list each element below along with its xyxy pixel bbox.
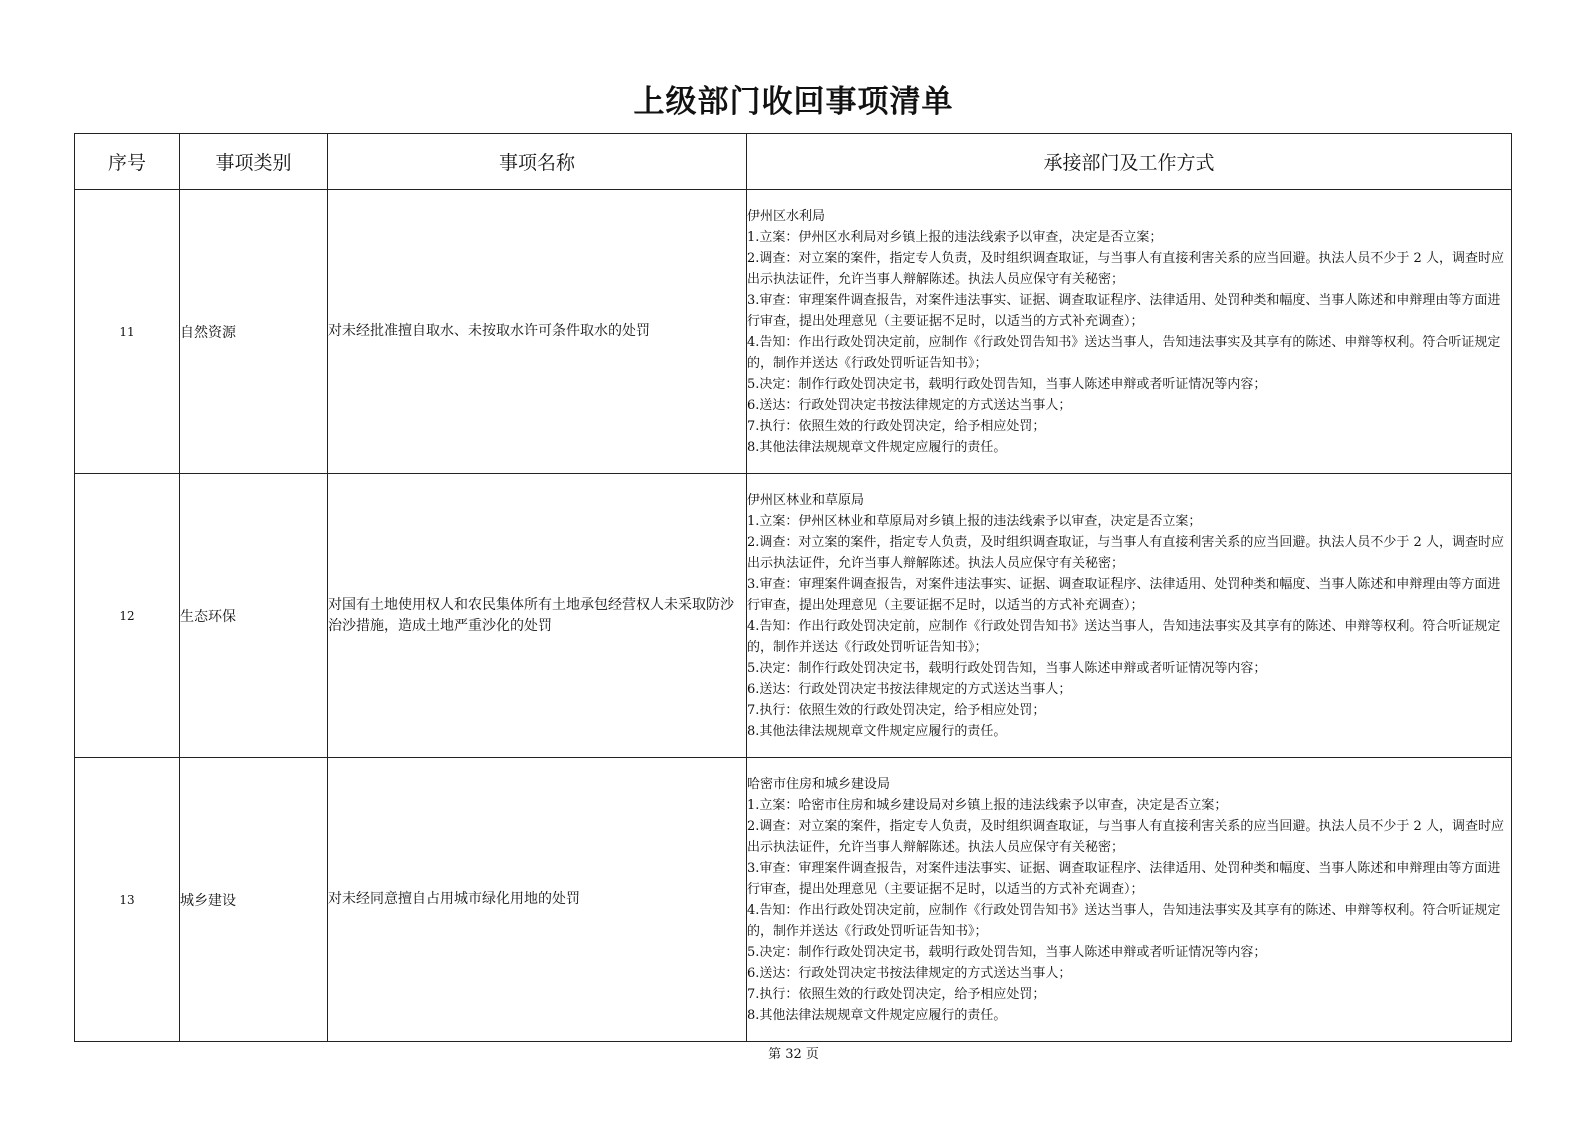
step-investigation: 2.调查：对立案的案件，指定专人负责，及时组织调查取证，与当事人有直接利害关系的应当回避。执法人员不少于 2 人，调查时应出示执法证件，允许当事人辩解陈述。执法人员应保守有关秘密；	[747, 818, 1504, 855]
table-row	[75, 190, 1512, 474]
department-name: 哈密市住房和城乡建设局	[747, 776, 891, 792]
step-filing: 1.立案：伊州区林业和草原局对乡镇上报的违法线索予以审查，决定是否立案；	[747, 513, 1202, 529]
step-other: 8.其他法律法规规章文件规定应履行的责任。	[747, 723, 1007, 739]
header-method: 承接部门及工作方式	[747, 134, 1512, 190]
header-name: 事项名称	[328, 134, 747, 190]
row-method	[747, 474, 1512, 758]
step-decision: 5.决定：制作行政处罚决定书，载明行政处罚告知，当事人陈述申辩或者听证情况等内容；	[747, 660, 1267, 676]
step-review: 3.审查：审理案件调查报告，对案件违法事实、证据、调查取证程序、法律适用、处罚种类和幅度、当事人陈述和申辩理由等方面进行审查，提出处理意见（主要证据不足时，以适当的方式补充调查）；	[747, 860, 1501, 897]
step-review: 3.审查：审理案件调查报告，对案件违法事实、证据、调查取证程序、法律适用、处罚种类和幅度、当事人陈述和申辩理由等方面进行审查，提出处理意见（主要证据不足时，以适当的方式补充调查）；	[747, 576, 1501, 613]
step-delivery: 6.送达：行政处罚决定书按法律规定的方式送达当事人；	[747, 397, 1072, 413]
table-header-row	[75, 134, 1512, 190]
step-filing: 1.立案：伊州区水利局对乡镇上报的违法线索予以审查，决定是否立案；	[747, 229, 1163, 245]
row-seq: 11	[75, 190, 180, 474]
row-seq: 12	[75, 474, 180, 758]
department-name: 伊州区水利局	[747, 208, 826, 224]
step-delivery: 6.送达：行政处罚决定书按法律规定的方式送达当事人；	[747, 965, 1072, 981]
step-filing: 1.立案：哈密市住房和城乡建设局对乡镇上报的违法线索予以审查，决定是否立案；	[747, 797, 1228, 813]
row-item-name: 对国有土地使用权人和农民集体所有土地承包经营权人未采取防沙治沙措施，造成土地严重沙化的处罚	[328, 474, 747, 758]
step-review: 3.审查：审理案件调查报告，对案件违法事实、证据、调查取证程序、法律适用、处罚种类和幅度、当事人陈述和申辩理由等方面进行审查，提出处理意见（主要证据不足时，以适当的方式补充调查）；	[747, 292, 1501, 329]
row-category: 城乡建设	[180, 758, 328, 1042]
step-investigation: 2.调查：对立案的案件，指定专人负责，及时组织调查取证，与当事人有直接利害关系的应当回避。执法人员不少于 2 人，调查时应出示执法证件，允许当事人辩解陈述。执法人员应保守有关秘密；	[747, 534, 1504, 571]
step-delivery: 6.送达：行政处罚决定书按法律规定的方式送达当事人；	[747, 681, 1072, 697]
step-decision: 5.决定：制作行政处罚决定书，载明行政处罚告知，当事人陈述申辩或者听证情况等内容；	[747, 944, 1267, 960]
header-seq: 序号	[75, 134, 180, 190]
step-notification: 4.告知：作出行政处罚决定前，应制作《行政处罚告知书》送达当事人，告知违法事实及其享有的陈述、申辩等权利。符合听证规定的，制作并送达《行政处罚听证告知书》；	[747, 618, 1501, 655]
step-notification: 4.告知：作出行政处罚决定前，应制作《行政处罚告知书》送达当事人，告知违法事实及其享有的陈述、申辩等权利。符合听证规定的，制作并送达《行政处罚听证告知书》；	[747, 334, 1501, 371]
row-method	[747, 190, 1512, 474]
row-category: 自然资源	[180, 190, 328, 474]
step-execution: 7.执行：依照生效的行政处罚决定，给予相应处罚；	[747, 986, 1046, 1002]
row-seq: 13	[75, 758, 180, 1042]
row-item-name: 对未经批准擅自取水、未按取水许可条件取水的处罚	[328, 190, 747, 474]
table-row	[75, 758, 1512, 1042]
step-execution: 7.执行：依照生效的行政处罚决定，给予相应处罚；	[747, 702, 1046, 718]
step-notification: 4.告知：作出行政处罚决定前，应制作《行政处罚告知书》送达当事人，告知违法事实及其享有的陈述、申辩等权利。符合听证规定的，制作并送达《行政处罚听证告知书》；	[747, 902, 1501, 939]
header-category: 事项类别	[180, 134, 328, 190]
row-category: 生态环保	[180, 474, 328, 758]
department-name: 伊州区林业和草原局	[747, 492, 865, 508]
page-number: 第 32 页	[768, 1047, 819, 1062]
row-item-name: 对未经同意擅自占用城市绿化用地的处罚	[328, 758, 747, 1042]
step-other: 8.其他法律法规规章文件规定应履行的责任。	[747, 439, 1007, 455]
step-investigation: 2.调查：对立案的案件，指定专人负责，及时组织调查取证，与当事人有直接利害关系的应当回避。执法人员不少于 2 人，调查时应出示执法证件，允许当事人辩解陈述。执法人员应保守有关秘密；	[747, 250, 1504, 287]
step-other: 8.其他法律法规规章文件规定应履行的责任。	[747, 1007, 1007, 1023]
step-decision: 5.决定：制作行政处罚决定书，载明行政处罚告知，当事人陈述申辩或者听证情况等内容；	[747, 376, 1267, 392]
row-method	[747, 758, 1512, 1042]
step-execution: 7.执行：依照生效的行政处罚决定，给予相应处罚；	[747, 418, 1046, 434]
items-table	[74, 133, 1512, 1042]
page-title: 上级部门收回事项清单	[633, 84, 954, 120]
table-row	[75, 474, 1512, 758]
